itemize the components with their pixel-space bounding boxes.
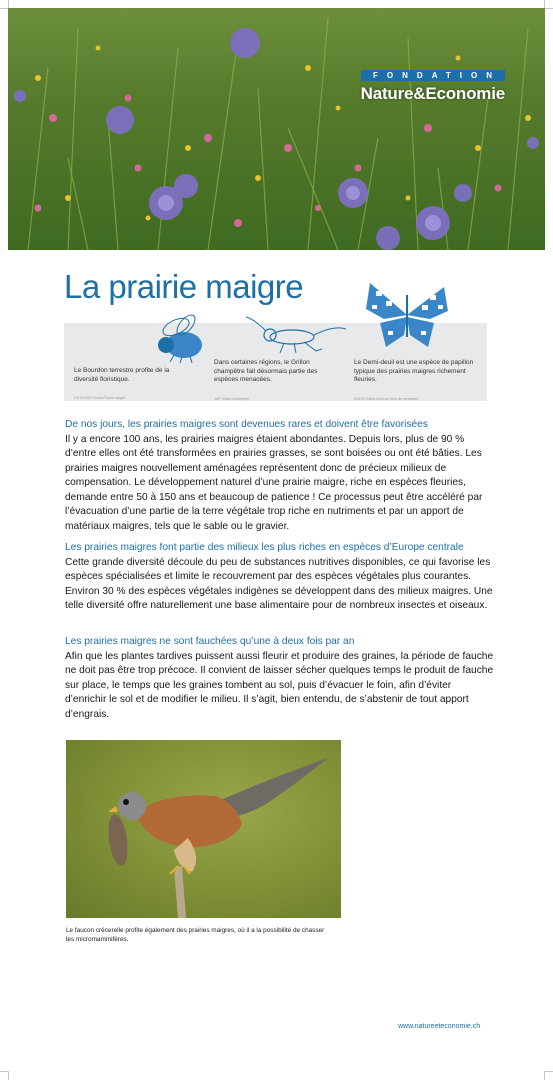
species-caption-butterfly bbox=[354, 359, 474, 403]
section-body: Cette grande diversité découle du peu de substances nutritives disponibles, ce qui favorise les espèces spécialisées et limite le recouvrement par des espèces végétales plus courantes. Environ 30 % des espèces végétales indigènes se développent dans des milieux maigres. Une telle diversité offre naturellement une base alimentaire pour de nombreux insectes et oiseaux. bbox=[65, 556, 493, 611]
page-title: La prairie maigre bbox=[64, 268, 304, 305]
species-caption-cricket bbox=[214, 359, 332, 403]
crop-mark-bottom-left bbox=[0, 1071, 9, 1080]
logo-name: Nature&Economie bbox=[360, 84, 505, 103]
section-heading: Les prairies maigres ne sont fauchées qu’une à deux fois par an bbox=[65, 636, 355, 647]
species-text: Dans certaines régions, le Grillon champêtre fait désormais partie des espèces menacées. bbox=[214, 359, 318, 383]
kestrel-photo bbox=[66, 740, 341, 918]
section-diversity bbox=[65, 541, 495, 614]
crop-mark-top-right bbox=[544, 0, 553, 9]
website-link[interactable]: www.natureeteconomie.ch bbox=[398, 1023, 481, 1030]
section-body: Afin que les plantes tardives puissent aussi fleurir et produire des graines, la période de fauche ne doit pas être trop précoce. Il convient de laisser sécher quelques temps le produit de fauche sur place, le temps que les graines tombent au sol, puis d’évacuer le foin, afin d’éviter d’enrichir le sol et de modifier le milieu. Il s’agit, bien entendu, de s’abstenir de tout apport d’engrais. bbox=[65, 650, 494, 720]
section-body: Il y a encore 100 ans, les prairies maigres étaient abondantes. Depuis lors, plus de 90 % d’entre elles ont été transformées en prairies grasses, se sont boisées ou ont été bâties. Les prairies maigres nouvellement aménagées représentent donc de précieux milieux de compensation. Le développement naturel d’une prairie maigre, riche en espèces fleuries, demande entre 50 à 150 ans et beaucoup de patience ! Ce processus peut être accéléré par l’évacuation d’une partie de la terre végétale trop riche en nutriments et par un apport de matériaux maigres, tels que le sable ou le gravier. bbox=[65, 433, 483, 532]
bumblebee-icon bbox=[146, 313, 210, 363]
species-caption-bumblebee bbox=[74, 367, 184, 403]
species-text: Le Bourdon terrestre profite de la diversité floristique. bbox=[74, 367, 170, 383]
kestrel-illustration bbox=[66, 740, 341, 918]
species-text: Le Demi-deuil est une espèce de papillon typique des prairies maigres richement fleuries. bbox=[354, 359, 474, 383]
kestrel-caption: Le faucon crécerelle profite également des prairies maigres, où il a la possibilité de chasser les micromammifères. bbox=[66, 927, 325, 943]
species-panel bbox=[64, 323, 487, 401]
meadow-flowers-illustration bbox=[8, 8, 545, 250]
butterfly-icon bbox=[364, 275, 450, 355]
section-heading: De nos jours, les prairies maigres sont devenues rares et doivent être favorisées bbox=[65, 419, 428, 430]
species-credit: KAEGY Demi-deuil sur fleur de centaurée bbox=[354, 396, 419, 401]
section-heading: Les prairies maigres font partie des milieux les plus riches en espèces d’Europe centrale bbox=[65, 542, 464, 553]
species-credit: OUTDOOR Grand Prairie maigre bbox=[74, 396, 126, 400]
cricket-icon bbox=[244, 315, 348, 355]
section-mowing bbox=[65, 635, 495, 722]
section-rarity bbox=[65, 418, 495, 534]
logo-fondation-label: FONDATION bbox=[361, 70, 505, 81]
species-credit: JAP Grillon champêtre bbox=[214, 396, 249, 401]
meadow-photo bbox=[8, 8, 545, 250]
foundation-logo bbox=[361, 65, 505, 104]
crop-mark-bottom-right bbox=[544, 1071, 553, 1080]
